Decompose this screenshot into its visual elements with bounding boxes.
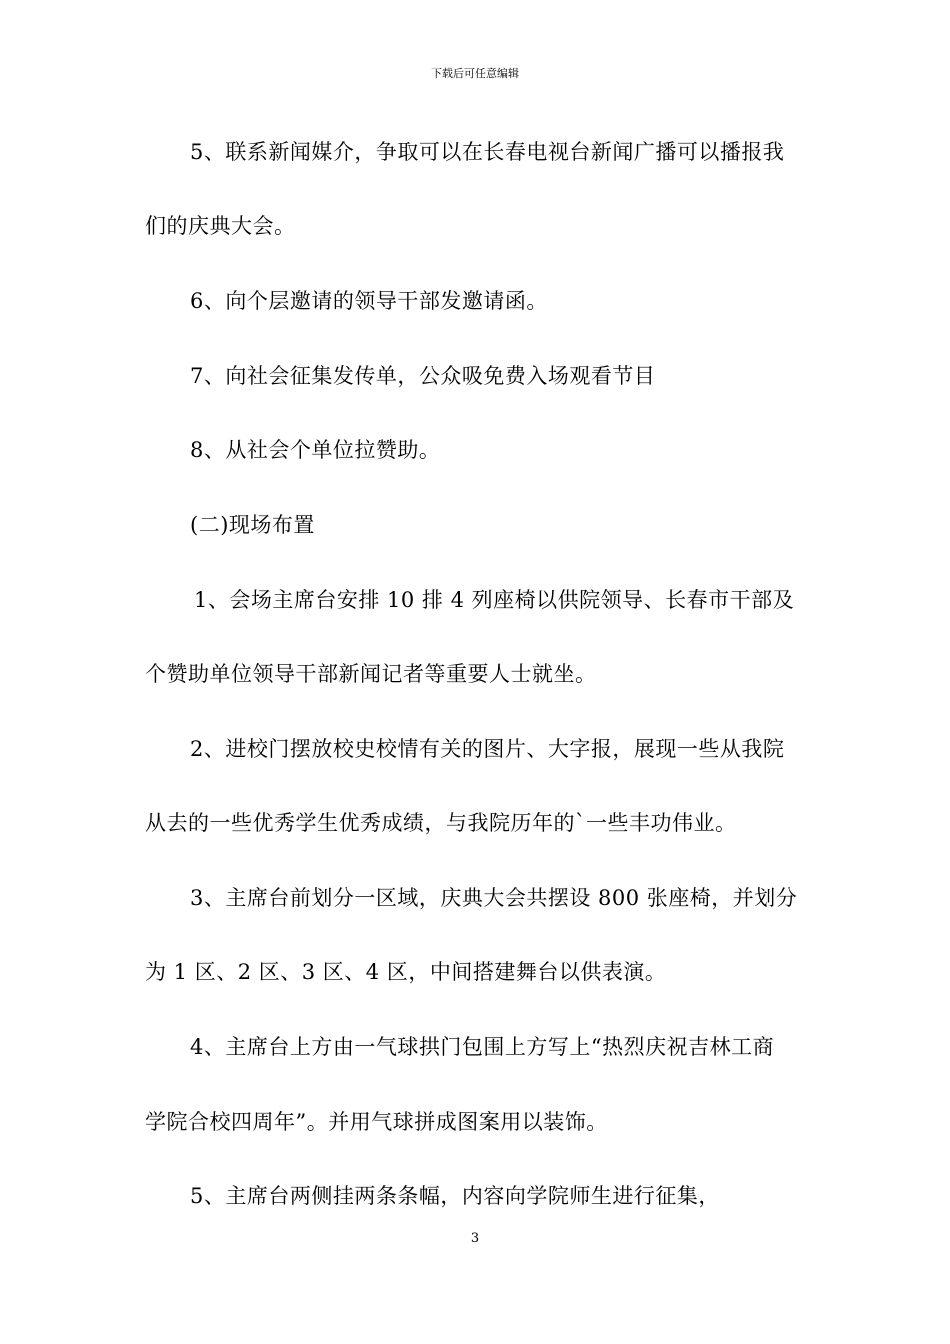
paragraph-line: 7、向社会征集发传单，公众吸免费入场观看节目 — [190, 364, 656, 388]
paragraph-line: 1、会场主席台安排 10 排 4 列座椅以供院领导、长春市干部及 — [194, 588, 795, 612]
paragraph-line: 8、从社会个单位拉赞助。 — [190, 438, 441, 462]
paragraph-line: 们的庆典大会。 — [145, 214, 296, 238]
paragraph-line: 5、联系新闻媒介，争取可以在长春电视台新闻广播可以播报我 — [190, 140, 785, 164]
page-header: 下载后可任意编辑 — [431, 67, 519, 80]
paragraph-line: 2、进校门摆放校史校情有关的图片、大字报，展现一些从我院 — [190, 737, 785, 761]
paragraph-line: 个赞助单位领导干部新闻记者等重要人士就坐。 — [145, 662, 597, 686]
paragraph-line: 6、向个层邀请的领导干部发邀请函。 — [190, 289, 548, 313]
paragraph-line: 3、主席台前划分一区域，庆典大会共摆设 800 张座椅，并划分 — [190, 886, 798, 910]
paragraph-line: 学院合校四周年”。并用气球拼成图案用以装饰。 — [145, 1110, 608, 1134]
paragraph-line: 5、主席台两侧挂两条条幅，内容向学院师生进行征集， — [190, 1184, 720, 1208]
paragraph-line: 4、主席台上方由一气球拱门包围上方写上“热烈庆祝吉林工商 — [190, 1035, 775, 1059]
section-heading: (二)现场布置 — [190, 513, 315, 537]
page-number: 3 — [470, 1231, 480, 1246]
paragraph-line: 从去的一些优秀学生优秀成绩，与我院历年的`一些丰功伟业。 — [145, 811, 737, 835]
paragraph-line: 为 1 区、2 区、3 区、4 区，中间搭建舞台以供表演。 — [145, 960, 667, 984]
